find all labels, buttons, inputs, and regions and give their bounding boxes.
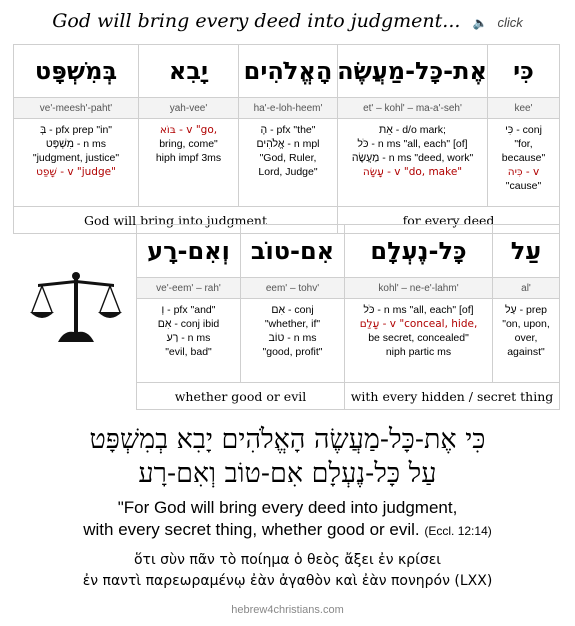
gloss-line: מִשְׁפָּט - n ms <box>45 138 107 150</box>
greek-verse-line-1: ὅτι σὺν πᾶν τὸ ποίημα ὁ θεὸς ἄξει ἐν κρίσει <box>133 552 442 568</box>
phrase-translation: for every deed <box>338 207 560 234</box>
gloss-line: בּוֹא - v "go, <box>159 124 218 136</box>
gloss-cell <box>139 119 239 207</box>
hebrew-word: בְּמִשְׁפָּט <box>14 45 139 98</box>
transliteration: kee' <box>488 98 560 119</box>
english-verse-line-1: "For God will bring every deed into judgment, <box>117 498 458 517</box>
hebrew-word: אֶת-כָּל-מַעֲשֶׂה <box>338 45 488 98</box>
gloss-cell <box>14 119 139 207</box>
gloss-line: against" <box>507 346 545 358</box>
scales-of-justice-icon <box>28 270 124 342</box>
gloss-cell <box>493 299 560 383</box>
hebrew-verse-line-1: כִּי אֶת-כָּל-מַעֲשֶׂה הָאֱלֹהִים יָבִא בְמִשְׁפָּט <box>89 424 486 455</box>
transliteration: ve'-eem' – rah' <box>137 278 241 299</box>
gloss-line: אִם - conj <box>271 304 314 316</box>
phrase-translation: God will bring into judgment <box>14 207 338 234</box>
verse-reference: (Eccl. 12:14) <box>424 524 492 538</box>
hebrew-verse-line-2: עַל כָּל-נֶעְלָם אִם-טוֹב וְאִם-רָע <box>138 458 437 489</box>
gloss-line: מַעֲשֶׂה - n ms "deed, work" <box>351 152 474 164</box>
gloss-line: בְּ - pfx prep "in" <box>39 124 113 136</box>
transliteration: al' <box>493 278 560 299</box>
page-title <box>0 10 575 32</box>
gloss-line: bring, come" <box>159 138 218 150</box>
gloss-line: עָשָׂה - v "do, make" <box>362 166 463 178</box>
speaker-icon[interactable]: 🔈 <box>472 16 488 30</box>
gloss-line: טוֹב - n ms <box>268 332 317 344</box>
gloss-line: הָ - pfx "the" <box>260 124 316 136</box>
hebrew-word: וְאִם-רָע <box>137 225 241 278</box>
gloss-cell <box>488 119 560 207</box>
transliteration: ve'-meesh'-paht' <box>14 98 139 119</box>
gloss-line: כִּיה - v <box>507 166 540 178</box>
gloss-line: because" <box>501 152 546 164</box>
interlinear-table-2 <box>136 224 560 410</box>
gloss-line: "God, Ruler, <box>259 152 317 164</box>
gloss-line: עָלַם - v "conceal, hide, <box>359 318 478 330</box>
hebrew-word: כִּי <box>488 45 560 98</box>
gloss-line: "good, profit" <box>262 346 323 358</box>
gloss-cell <box>239 119 338 207</box>
gloss-line: אֵת - d/o mark; <box>379 124 446 136</box>
greek-verse-line-2: ἐν παντὶ παρεωραμένῳ ἐὰν ἀγαθὸν καὶ ἐὰν πονηρόν (LXX) <box>82 573 493 589</box>
site-footer: hebrew4christians.com <box>231 604 344 616</box>
gloss-line: כֹּל - n ms "all, each" [of] <box>363 304 474 316</box>
transliteration: eem' – tohv' <box>241 278 345 299</box>
gloss-line: over, <box>514 332 538 344</box>
gloss-line: אֱלֹהִים - n mpl <box>256 138 320 150</box>
transliteration: et' – kohl' – ma-a'-seh' <box>338 98 488 119</box>
gloss-line: be secret, concealed" <box>368 332 469 344</box>
gloss-line: "whether, if" <box>264 318 321 330</box>
gloss-line: וְ - pfx "and" <box>161 304 216 316</box>
gloss-cell <box>241 299 345 383</box>
gloss-line: אִם - conj ibid <box>157 318 220 330</box>
phrase-translation: whether good or evil <box>137 383 345 410</box>
gloss-line: "on, upon, <box>502 318 550 330</box>
hebrew-word: כָּל-נֶעְלָם <box>345 225 493 278</box>
gloss-cell <box>338 119 488 207</box>
english-verse-line-2 <box>0 520 575 540</box>
gloss-line: "cause" <box>505 180 542 192</box>
gloss-line: Lord, Judge" <box>258 166 318 178</box>
hebrew-word: הָאֱלֹהִים <box>239 45 338 98</box>
transliteration: ha'-e-loh-heem' <box>239 98 338 119</box>
phrase-translation: with every hidden / secret thing <box>345 383 560 410</box>
gloss-line: "for, <box>514 138 533 150</box>
hebrew-word: עַל <box>493 225 560 278</box>
gloss-line: כֹּל - n ms "all, each" [of] <box>357 138 468 150</box>
title-text: God will bring every deed into judgment... <box>52 10 461 32</box>
audio-click-link[interactable]: click <box>497 15 523 30</box>
hebrew-word: יָבִא <box>139 45 239 98</box>
gloss-line: niph partic ms <box>385 346 452 358</box>
gloss-line: "judgment, justice" <box>32 152 120 164</box>
english-verse-text: with every secret thing, whether good or evil. <box>83 520 420 539</box>
gloss-line: hiph impf 3ms <box>155 152 222 164</box>
gloss-cell <box>137 299 241 383</box>
interlinear-table-1 <box>13 44 560 234</box>
transliteration: yah-vee' <box>139 98 239 119</box>
gloss-line: רַע - n ms <box>166 332 211 344</box>
gloss-line: כִּי - conj <box>505 124 542 136</box>
transliteration: kohl' – ne-e'-lahm' <box>345 278 493 299</box>
hebrew-word: אִם-טוֹב <box>241 225 345 278</box>
gloss-cell <box>345 299 493 383</box>
gloss-line: עַל - prep <box>504 304 548 316</box>
gloss-line: "evil, bad" <box>165 346 212 358</box>
gloss-line: שָׁפַט - v "judge" <box>36 166 116 178</box>
